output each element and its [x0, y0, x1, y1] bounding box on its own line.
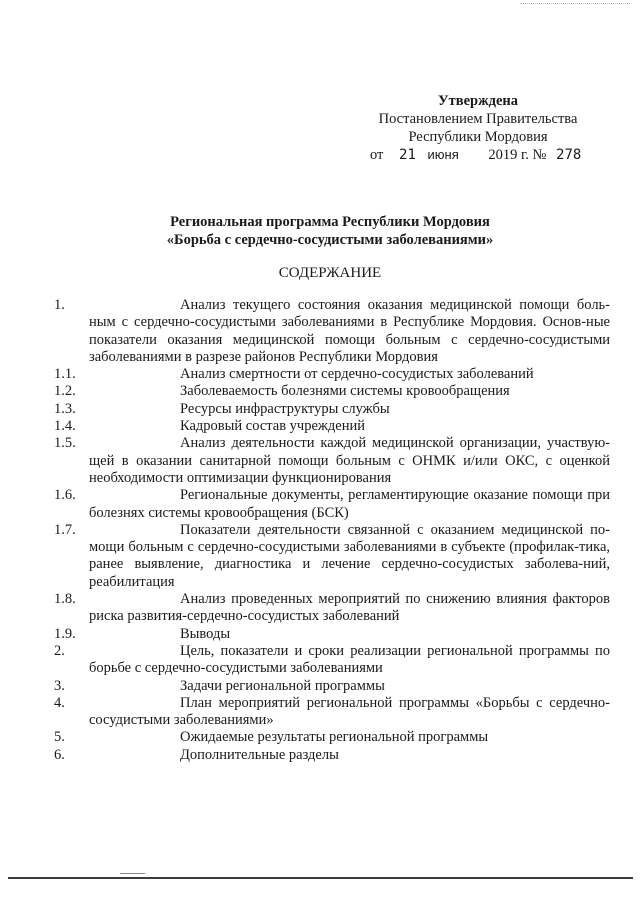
toc-item-label: План мероприятий региональной программы «Борьбы с сердечно-сосудистыми заболеваниями» [89, 694, 610, 729]
toc-item-label: Ресурсы инфраструктуры службы [180, 400, 390, 417]
approval-region: Республики Мордовия [408, 129, 548, 145]
toc-item [0, 418, 610, 435]
toc-item-number: 1.6. [54, 487, 76, 504]
toc-item-number: 1.7. [54, 521, 76, 538]
toc-item-label: Анализ смертности от сердечно-сосудистых заболеваний [180, 366, 534, 383]
toc-item-label: Анализ текущего состояния оказания медицинской помощи боль-ным с сердечно-сосудистыми заболеваниями в Республике Мордовия. Основ-ные показатели оказания медицинской помощи больным с сердечно-сосудистыми заболеваниями в разрезе районов Республики Мордовия [89, 297, 610, 365]
toc-item-label: Цель, показатели и сроки реализации региональной программы по борьбе с сердечно-сосудистыми заболеваниями [89, 642, 610, 677]
scan-artifact-bottom-mark [120, 873, 145, 874]
toc-item-label: Анализ деятельности каждой медицинской организации, участвую-щей в оказании санитарной помощи больным с ОНМК и/или ОКС, с оценкой необходимости оптимизации функционирования [89, 435, 610, 486]
title-line-2: «Борьба с сердечно-сосудистыми заболеваниями» [166, 232, 494, 248]
toc-item-label: Заболеваемость болезнями системы кровообращения [180, 383, 510, 400]
toc-item-number: 2. [54, 642, 65, 659]
date-year: 2019 г. № [488, 147, 547, 163]
toc-item [0, 487, 610, 522]
toc-item-label: Задачи региональной программы [180, 677, 385, 694]
toc-item-label: Выводы [180, 625, 231, 642]
date-prefix: от [370, 147, 384, 163]
contents-heading: СОДЕРЖАНИЕ [278, 265, 382, 281]
toc-item-number: 1.9. [54, 625, 76, 642]
toc-item-label: Анализ проведенных мероприятий по снижению влияния факторов риска развития-сердечно-сосудистых заболеваний [89, 591, 610, 625]
toc-item-number: 1.5. [54, 435, 76, 452]
toc-item-number: 3. [54, 677, 65, 694]
toc-item-label: Кадровый состав учреждений [180, 418, 366, 435]
toc-item-label: Ожидаемые результаты региональной программы [180, 729, 489, 746]
toc-item-label: Региональные документы, регламентирующие оказание помощи при болезнях системы кровообращения (БСК) [89, 487, 610, 521]
toc-item [0, 678, 610, 695]
toc-item [0, 401, 610, 418]
title-line-1: Региональная программа Республики Мордовия [170, 214, 490, 230]
toc-item [0, 747, 610, 764]
approval-date-line [358, 146, 598, 164]
toc-item [0, 626, 610, 643]
date-month-handwritten: июня [427, 147, 459, 162]
toc-item [0, 297, 610, 366]
toc-item-number: 4. [54, 694, 65, 711]
toc-item [0, 695, 610, 730]
scan-artifact-bottom-line [8, 877, 633, 879]
toc-item-label: Дополнительные разделы [180, 746, 339, 763]
toc-item-number: 5. [54, 729, 65, 746]
table-of-contents [54, 297, 610, 764]
toc-item-number: 1.4. [54, 418, 76, 435]
toc-item-number: 1. [54, 297, 65, 313]
toc-item-number: 1.2. [54, 383, 76, 400]
toc-item [0, 591, 610, 626]
toc-item [0, 366, 610, 383]
decree-number-handwritten: 278 [556, 147, 582, 163]
scan-artifact-top [520, 3, 630, 5]
approval-title: Утверждена [438, 93, 518, 109]
toc-item [0, 729, 610, 746]
toc-item [0, 383, 610, 400]
toc-item [0, 522, 610, 591]
date-day-handwritten: 21 [399, 147, 416, 163]
toc-item [0, 435, 610, 487]
toc-item-number: 1.8. [54, 591, 76, 608]
toc-item-number: 1.1. [54, 366, 76, 383]
toc-item [0, 643, 610, 678]
document-title [60, 213, 600, 249]
toc-item-number: 1.3. [54, 400, 76, 417]
toc-item-number: 6. [54, 746, 65, 763]
toc-item-label: Показатели деятельности связанной с оказанием медицинской по-мощи больным с сердечно-сосудистыми заболеваниями в субъекте (профилак-тика, ранее выявление, диагностика и лечение сердечно-сосудистых заболева-ний, реабилитация [89, 521, 610, 590]
approval-issuer: Постановлением Правительства [378, 111, 578, 127]
approval-stamp-block [358, 92, 598, 164]
